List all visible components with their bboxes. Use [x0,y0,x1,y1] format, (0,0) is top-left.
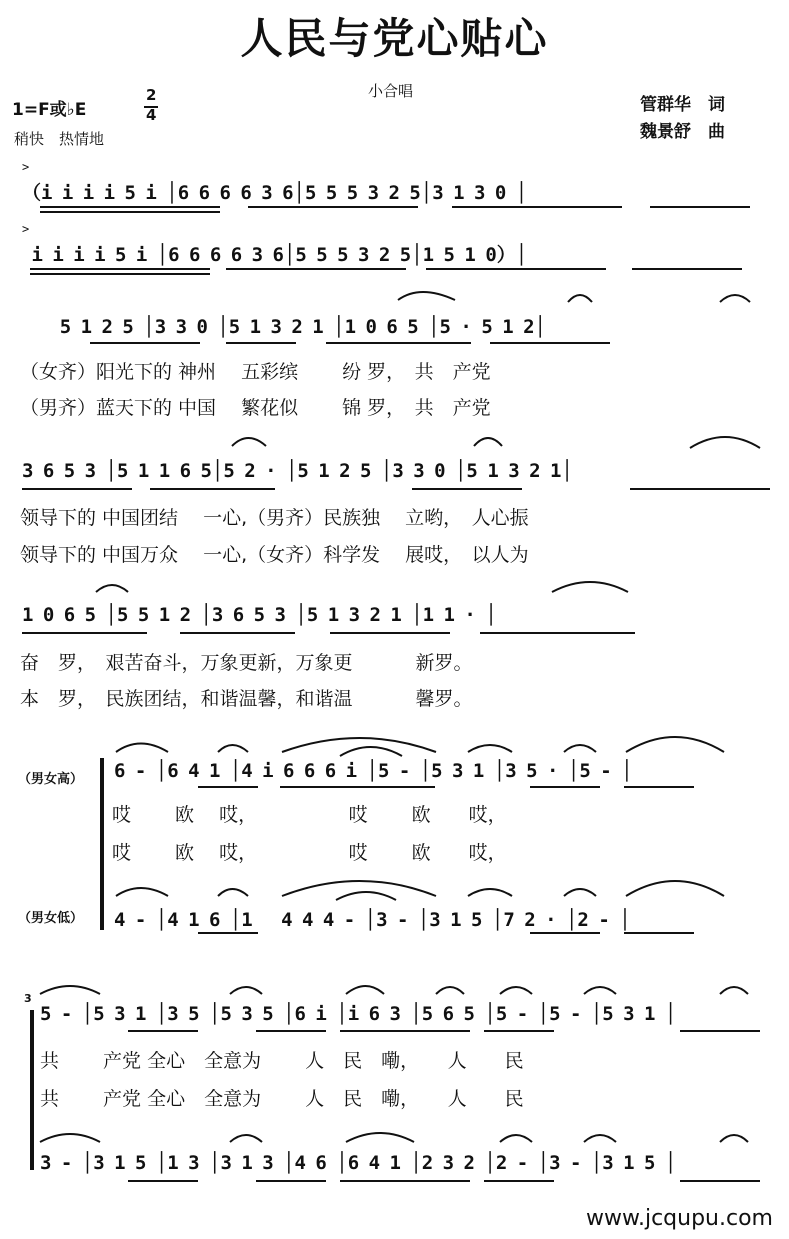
lyrics-line-3b: （男齐）蓝天下的 中国 繁花似 锦 罗， 共 产党 [20,397,491,419]
lyricist-credit: 管群华 词 [640,95,725,115]
lyrics-line-4b: 领导下的 中国万众 一心,（女齐）科学发 展哎， 以人为 [20,544,529,566]
watermark: www.jcqupu.com [586,1206,773,1231]
accent-mark: > [22,160,30,174]
voice-label-high: （男女高） [18,772,84,787]
lyrics-line-6b: 哎 欧 哎， 哎 欧 哎， [112,842,507,864]
score-line-2: i i i i 5 i │6 6 6 6 3 6│5 5 5 3 2 5│1 5 1 0）│ [22,244,528,266]
lyrics-line-5b: 本 罗， 民族团结，和谐温馨，和谐温 馨罗。 [20,688,473,710]
key-signature: 1=F或♭E [12,100,87,120]
page-title: 人民与党心贴心 [240,14,549,63]
lyrics-line-5a: 奋 罗， 艰苦奋斗，万象更新，万象更 新罗。 [20,652,473,674]
composer-credit: 魏景舒 曲 [640,122,725,142]
lyrics-line-4a: 领导下的 中国团结 一心,（男齐）民族独 立哟， 人心振 [20,507,529,529]
score-line-1: （i i i i 5 i │6 6 6 6 3 6│5 5 5 3 2 5│3 1 3 0 │ [22,182,528,204]
score-line-7-low: 3 - │3 1 5 │1 3 │3 1 3 │4 6 │6 4 1 │2 3 2 │2 - │3 - │3 1 5 │ [40,1152,677,1174]
time-signature-top: 2 [146,86,157,104]
score-line-6-low: 4 - │4 1 6 │1 4 4 4 - │3 - │3 1 5 │7 2 · │2 - │ [114,909,631,931]
score-line-4: 3 6 5 3 │5 1 1 6 5│5 2 · │5 1 2 5 │3 3 0 │5 1 3 2 1│ [22,460,573,482]
subtitle: 小合唱 [368,82,414,100]
score-line-7-high: 5 - │5 3 1 │3 5 │5 3 5 │6 i │i 6 3 │5 6 5 │5 - │5 - │5 3 1 │ [40,1003,677,1025]
score-line-5: 1 0 6 5 │5 5 1 2 │3 6 5 3 │5 1 3 2 1 │1 1 · │ [22,604,497,626]
tie-mark: 3 [24,992,32,1005]
lyrics-line-6a: 哎 欧 哎， 哎 欧 哎， [112,804,507,826]
score-line-6-high: 6 - │6 4 1 │4 i 6 6 6 i │5 - │5 3 1 │3 5 · │5 - │ [114,760,633,782]
lyrics-line-7a: 共 产党 全心 全意为 人 民 嘞， 人 民 [40,1050,524,1072]
accent-mark-2: > [22,222,30,236]
time-signature-bottom: 4 [146,106,157,124]
lyrics-line-7b: 共 产党 全心 全意为 人 民 嘞， 人 民 [40,1088,524,1110]
tempo-marking: 稍快 热情地 [14,130,105,148]
score-line-3: 5 1 2 5 │3 3 0 │5 1 3 2 1 │1 0 6 5 │5 · 5 1 2│ [22,316,546,338]
lyrics-line-3a: （女齐）阳光下的 神州 五彩缤 纷 罗， 共 产党 [20,361,491,383]
voice-label-low: （男女低） [18,911,84,926]
